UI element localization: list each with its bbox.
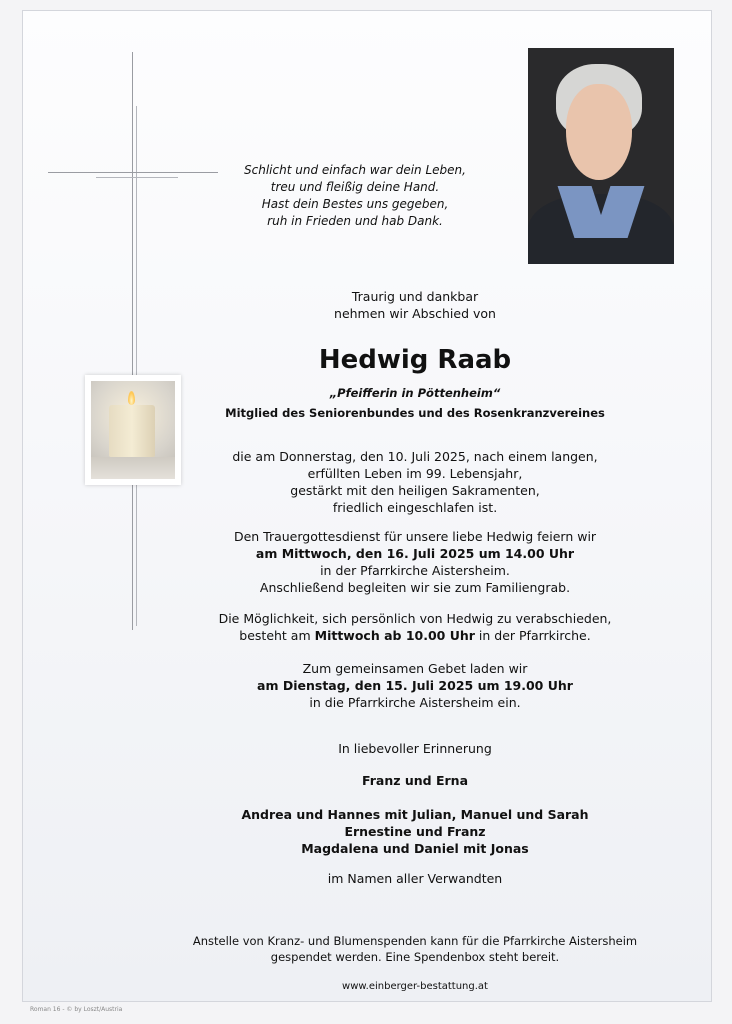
family-primary [180,772,650,789]
farewell-line: Die Möglichkeit, sich persönlich von Hedwig zu verabschieden, [218,611,612,626]
prayer-date: am Dienstag, den 15. Juli 2025 um 19.00 Uhr [257,678,573,693]
website-link[interactable] [180,978,650,995]
family-line: Andrea und Hannes mit Julian, Manuel und Sarah [241,807,589,822]
death-notice [180,448,650,516]
farewell-text: besteht am [239,628,315,643]
memorial-poem [230,162,480,230]
family-line: Franz und Erna [362,773,468,788]
funeral-service [180,528,650,596]
death-line: die am Donnerstag, den 10. Juli 2025, nach einem langen, [232,449,598,464]
memory-heading [180,740,650,757]
footer-credit: Roman 16 - © by Loszt/Austria [30,1006,123,1013]
family-list [180,806,650,857]
donation-line: gespendet werden. Eine Spendenbox steht bereit. [270,950,560,964]
membership-text: Mitglied des Seniorenbundes und des Rosenkranzvereines [225,406,605,420]
family-line: Ernestine und Franz [344,824,486,839]
poem-line: ruh in Frieden und hab Dank. [267,214,443,228]
service-line: Den Trauergottesdienst für unsere liebe Hedwig feiern wir [233,529,597,544]
service-line: in der Pfarrkirche Aistersheim. [320,563,510,578]
poem-line: Schlicht und einfach war dein Leben, [244,163,466,177]
relatives-note [180,870,650,887]
farewell-text: in der Pfarrkirche. [474,628,591,643]
farewell-info [180,610,650,644]
service-line: Anschließend begleiten wir sie zum Familiengrab. [259,580,571,595]
farewell-line [180,627,650,644]
service-date: am Mittwoch, den 16. Juli 2025 um 14.00 Uhr [255,546,575,561]
nickname-text: „Pfeifferin in Pöttenheim“ [329,386,501,400]
prayer-info [180,660,650,711]
deceased-membership [180,405,650,422]
intro-line: nehmen wir Abschied von [334,306,496,321]
deceased-name: Hedwig Raab [318,345,512,375]
farewell-time: Mittwoch ab 10.00 Uhr [314,628,475,643]
website-text[interactable]: www.einberger-bestattung.at [342,981,488,992]
poem-line: treu und fleißig deine Hand. [270,180,440,194]
portrait-photo [528,48,674,264]
intro-text [180,288,650,322]
memory-text: In liebevoller Erinnerung [338,741,492,756]
family-line: Magdalena und Daniel mit Jonas [301,841,529,856]
poem-line: Hast dein Bestes uns gegeben, [261,197,449,211]
deceased-nickname [180,385,650,402]
donation-line: Anstelle von Kranz- und Blumenspenden kann für die Pfarrkirche Aistersheim [192,934,638,948]
donation-note [180,933,650,965]
intro-line: Traurig und dankbar [351,289,479,304]
death-line: erfüllten Leben im 99. Lebensjahr, [307,466,523,481]
candle-icon [85,375,181,485]
prayer-line: Zum gemeinsamen Gebet laden wir [302,661,528,676]
prayer-line: in die Pfarrkirche Aistersheim ein. [309,695,521,710]
death-line: gestärkt mit den heiligen Sakramenten, [290,483,540,498]
relatives-text: im Namen aller Verwandten [327,871,503,886]
death-line: friedlich eingeschlafen ist. [332,500,498,515]
